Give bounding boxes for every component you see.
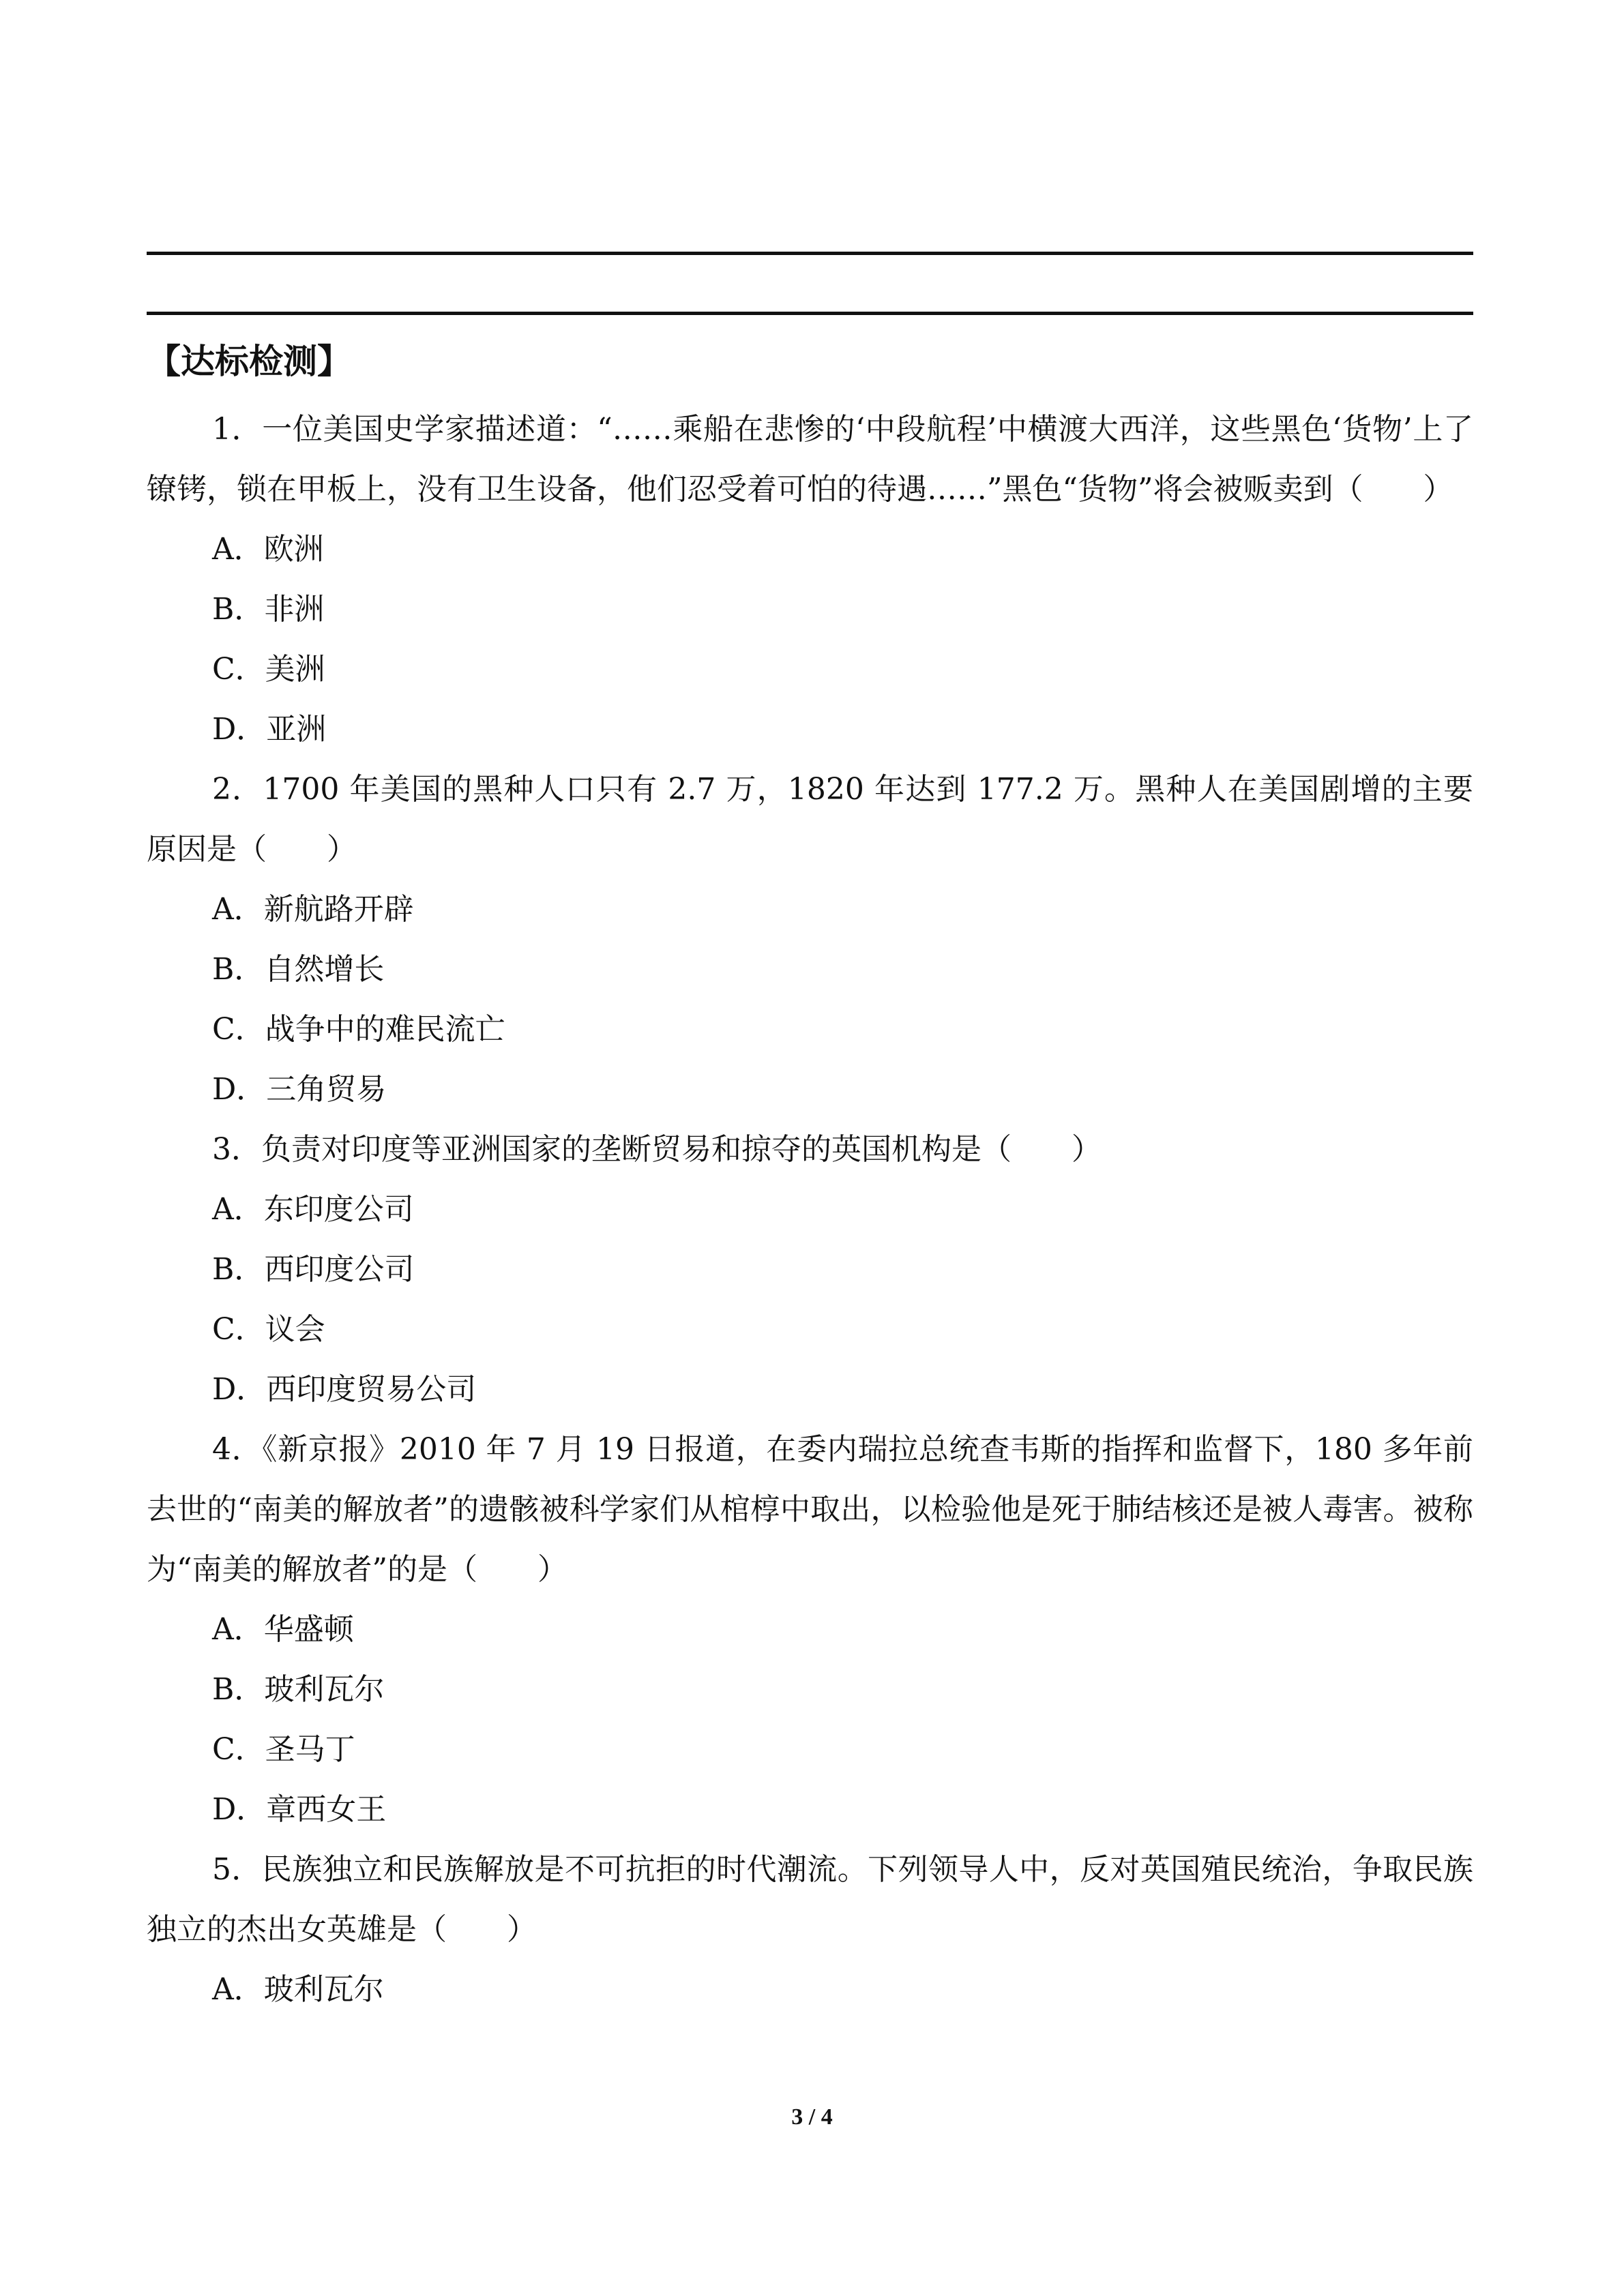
option-c: C．战争中的难民流亡	[212, 1012, 505, 1047]
exercise-section	[147, 334, 1473, 2020]
option-a: A．华盛顿	[212, 1612, 354, 1647]
question-stem: 3．负责对印度等亚洲国家的垄断贸易和掠夺的英国机构是（ ）	[212, 1132, 1102, 1167]
option-d: D．三角贸易	[212, 1072, 387, 1107]
question-1	[147, 400, 1473, 760]
option-b: B．玻利瓦尔	[212, 1672, 385, 1707]
question-stem: 4．《新京报》2010 年 7 月 19 日报道，在委内瑞拉总统查韦斯的指挥和监督下，180 多年前去世的“南美的解放者”的遗骸被科学家们从棺椁中取出，以检验他是死于肺结核还是被人毒害。被称为“南美的解放者”的是（ ）	[147, 1432, 1473, 1587]
option-d: D．西印度贸易公司	[212, 1372, 477, 1407]
option-a: A．玻利瓦尔	[212, 1972, 384, 2007]
option-a: A．欧洲	[212, 532, 324, 567]
option-b: B．自然增长	[212, 952, 385, 987]
question-stem: 5．民族独立和民族解放是不可抗拒的时代潮流。下列领导人中，反对英国殖民统治，争取民族独立的杰出女英雄是（ ）	[147, 1852, 1473, 1947]
option-d: D．亚洲	[212, 712, 327, 747]
question-stem: 2．1700 年美国的黑种人口只有 2.7 万，1820 年达到 177.2 万。黑种人在美国剧增的主要原因是（ ）	[147, 772, 1473, 867]
question-4	[147, 1420, 1473, 1840]
option-d: D．章西女王	[212, 1792, 387, 1827]
option-c: C．美洲	[212, 652, 325, 687]
header-rule-bottom	[147, 312, 1473, 315]
option-c: C．议会	[212, 1312, 325, 1347]
page-number: 3 / 4	[791, 2104, 833, 2130]
question-2	[147, 760, 1473, 1120]
question-3	[147, 1120, 1473, 1420]
option-c: C．圣马丁	[212, 1732, 355, 1767]
option-b: B．西印度公司	[212, 1252, 415, 1287]
question-5	[147, 1840, 1473, 2020]
option-b: B．非洲	[212, 592, 325, 627]
option-a: A．新航路开辟	[212, 892, 414, 927]
section-title: 【达标检测】	[147, 342, 351, 381]
option-a: A．东印度公司	[212, 1192, 414, 1227]
question-stem: 1．一位美国史学家描述道：“……乘船在悲惨的‘中段航程’中横渡大西洋，这些黑色‘货物’上了镣铐，锁在甲板上，没有卫生设备，他们忍受着可怕的待遇……”黑色“货物”将会被贩卖到（ ）	[147, 412, 1473, 507]
header-rule-top	[147, 252, 1473, 255]
